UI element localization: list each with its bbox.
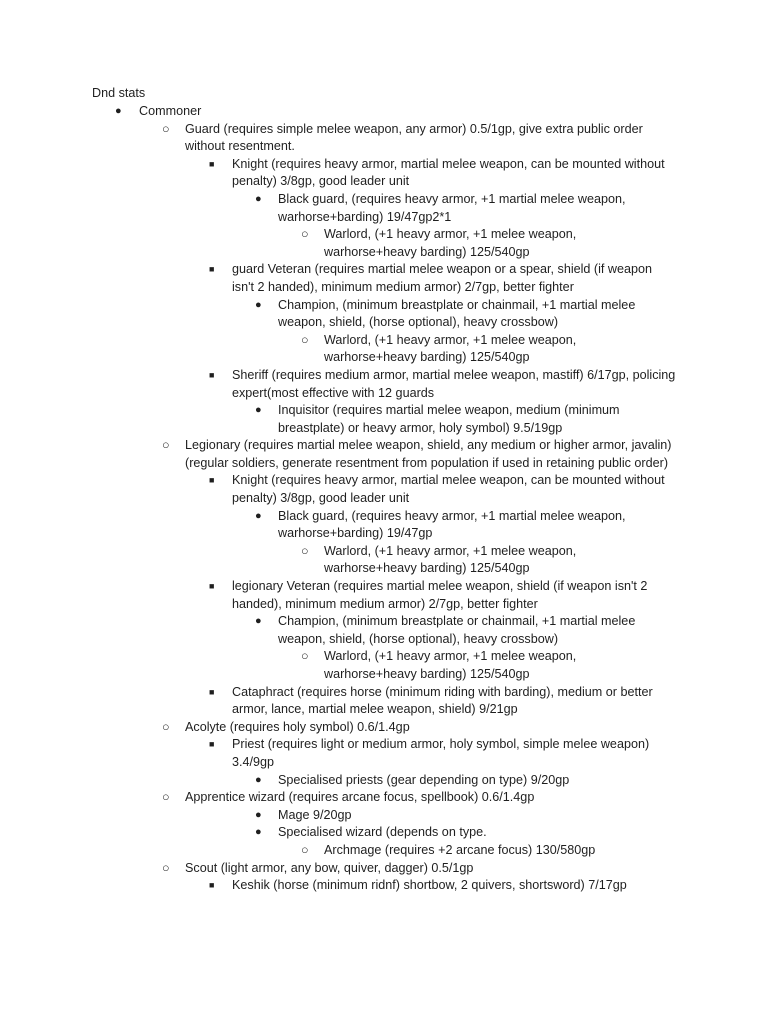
list-item-text: Champion, (minimum breastplate or chainmail, +1 martial melee weapon, shield, (horse optional), heavy crossbow) xyxy=(278,297,636,330)
list-item-text: Commoner xyxy=(139,104,202,118)
list-item-text: Knight (requires heavy armor, martial melee weapon, can be mounted without penalty) 3/8gp, good leader unit xyxy=(232,156,665,189)
bullet-marker: ■ xyxy=(209,880,215,891)
list-item xyxy=(0,437,768,472)
list-item xyxy=(0,332,768,367)
list-item xyxy=(0,508,768,543)
bullet-marker: ○ xyxy=(162,790,170,805)
list-item xyxy=(0,191,768,226)
list-item xyxy=(0,736,768,771)
list-item xyxy=(0,789,768,807)
bullet-marker: ■ xyxy=(209,686,215,697)
bullet-marker: ■ xyxy=(209,264,215,275)
bullet-marker: ○ xyxy=(162,719,170,734)
list-item-text: Specialised priests (gear depending on type) 9/20gp xyxy=(278,772,570,787)
list-item xyxy=(0,261,768,296)
list-item xyxy=(0,367,768,402)
bullet-marker: ○ xyxy=(162,438,170,453)
list-item-text: guard Veteran (requires martial melee weapon or a spear, shield (if weapon isn't 2 handed), minimum medium armor) 2/7gp, better fighter xyxy=(232,262,653,294)
bullet-marker: ■ xyxy=(209,369,215,380)
list-item xyxy=(0,684,768,719)
list-item xyxy=(0,842,768,860)
list-item xyxy=(0,543,768,578)
list-item-text: Warlord, (+1 heavy armor, +1 melee weapon, warhorse+heavy barding) 125/540gp xyxy=(324,649,577,681)
list-item xyxy=(0,297,768,332)
list-item-text: Warlord, (+1 heavy armor, +1 melee weapon, warhorse+heavy barding) 125/540gp xyxy=(324,332,577,365)
list-item-text: Scout (light armor, any bow, quiver, dagger) 0.5/1gp xyxy=(185,860,474,875)
list-item-text: Archmage (requires +2 arcane focus) 130/580gp xyxy=(324,842,596,857)
list-item-text: Black guard, (requires heavy armor, +1 martial melee weapon, warhorse+barding) 19/47gp2*1 xyxy=(278,191,626,224)
list-item-text: Warlord, (+1 heavy armor, +1 melee weapon, warhorse+heavy barding) 125/540gp xyxy=(324,543,577,576)
list-item-text: Black guard, (requires heavy armor, +1 martial melee weapon, warhorse+barding) 19/47gp xyxy=(278,508,626,541)
bullet-marker: ○ xyxy=(301,842,309,857)
bullet-marker: ● xyxy=(115,105,122,117)
list-item xyxy=(0,877,768,895)
list-item xyxy=(0,824,768,842)
list-item xyxy=(0,156,768,191)
bullet-marker: ○ xyxy=(301,543,309,558)
list-item xyxy=(0,772,768,790)
list-item-text: Champion, (minimum breastplate or chainmail, +1 martial melee weapon, shield, (horse optional), heavy crossbow) xyxy=(278,614,636,646)
list-item-text: Inquisitor (requires martial melee weapon, medium (minimum breastplate) or heavy armor, holy symbol) 9.5/19gp xyxy=(278,403,620,435)
bullet-marker: ■ xyxy=(209,158,215,169)
list-item xyxy=(0,719,768,737)
bullet-marker: ○ xyxy=(301,332,309,347)
bullet-marker: ● xyxy=(255,404,262,417)
list-item-text: Keshik (horse (minimum ridnf) shortbow, 2 quivers, shortsword) 7/17gp xyxy=(232,878,627,893)
list-item-text: Priest (requires light or medium armor, holy symbol, simple melee weapon) 3.4/9gp xyxy=(232,737,650,769)
outline-list xyxy=(0,103,768,895)
list-item-text: Sheriff (requires medium armor, martial melee weapon, mastiff) 6/17gp, policing expert(most effective with 12 guards xyxy=(232,367,676,400)
list-item xyxy=(0,103,768,121)
list-item-text: legionary Veteran (requires martial melee weapon, shield (if weapon isn't 2 handed), minimum medium armor) 2/7gp, better fighter xyxy=(232,579,648,611)
bullet-marker: ● xyxy=(255,509,262,522)
list-item-text: Legionary (requires martial melee weapon, shield, any medium or higher armor, javalin) (regular soldiers, generate resentment from population if used in retaining public order) xyxy=(185,438,672,470)
bullet-marker: ■ xyxy=(209,739,215,750)
document-title: Dnd stats xyxy=(92,86,146,100)
list-item-text: Acolyte (requires holy symbol) 0.6/1.4gp xyxy=(185,719,410,734)
bullet-marker: ● xyxy=(255,298,262,311)
list-item xyxy=(0,807,768,825)
bullet-marker: ○ xyxy=(301,649,309,664)
bullet-marker: ○ xyxy=(162,121,170,136)
list-item xyxy=(0,860,768,878)
list-item xyxy=(0,121,768,156)
list-item xyxy=(0,648,768,683)
list-item xyxy=(0,402,768,437)
bullet-marker: ● xyxy=(255,773,262,786)
list-item-text: Specialised wizard (depends on type. xyxy=(278,825,487,840)
bullet-marker: ● xyxy=(255,192,262,205)
bullet-marker: ● xyxy=(255,808,262,821)
bullet-marker: ● xyxy=(255,615,262,628)
bullet-marker: ■ xyxy=(209,581,215,592)
bullet-marker: ○ xyxy=(162,860,170,875)
list-item-text: Warlord, (+1 heavy armor, +1 melee weapon, warhorse+heavy barding) 125/540gp xyxy=(324,227,577,259)
list-item xyxy=(0,226,768,261)
bullet-marker: ○ xyxy=(301,227,309,242)
list-item-text: Guard (requires simple melee weapon, any armor) 0.5/1gp, give extra public order without resentment. xyxy=(185,121,643,154)
bullet-marker: ● xyxy=(255,826,262,839)
list-item-text: Knight (requires heavy armor, martial melee weapon, can be mounted without penalty) 3/8gp, good leader unit xyxy=(232,473,665,506)
bullet-marker: ■ xyxy=(209,475,215,486)
list-item xyxy=(0,472,768,507)
list-item-text: Mage 9/20gp xyxy=(278,807,352,822)
list-item-text: Cataphract (requires horse (minimum riding with barding), medium or better armor, lance, martial melee weapon, shield) 9/21gp xyxy=(232,684,653,717)
list-item-text: Apprentice wizard (requires arcane focus, spellbook) 0.6/1.4gp xyxy=(185,790,535,805)
list-item xyxy=(0,578,768,613)
list-item xyxy=(0,613,768,648)
